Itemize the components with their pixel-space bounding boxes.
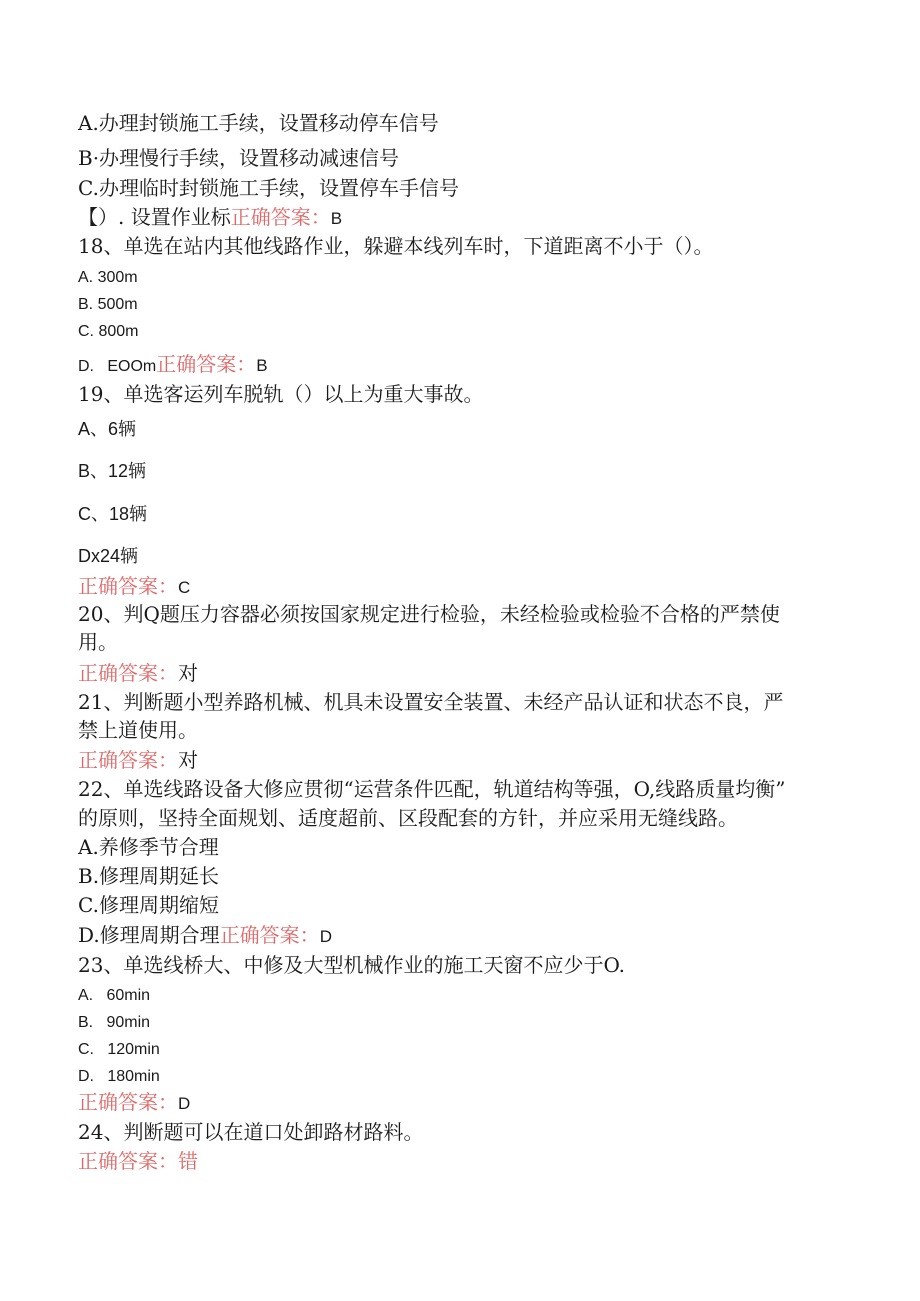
q17-answer-value: B — [330, 209, 343, 228]
q22-option-a: A.养修季节合理 — [78, 835, 219, 859]
q22-option-c: C.修理周期缩短 — [78, 893, 219, 917]
q18-option-d: D. EOOm — [78, 358, 157, 375]
q24-answer — [78, 1147, 198, 1175]
q23-answer-label: 正确答案： — [78, 1090, 178, 1114]
q19-stem: 19、单选客运列车脱轨（）以上为重大事故。 — [78, 382, 484, 406]
q22-answer-value: D — [319, 927, 332, 946]
q18-answer-value: B — [256, 356, 268, 375]
q22-answer-label: 正确答案： — [219, 923, 320, 947]
q20-answer — [78, 659, 198, 687]
q19-option-d: Dx24辆 — [78, 546, 139, 566]
q18-option-b: B. 500m — [78, 296, 138, 313]
q24-answer-value: 错 — [178, 1149, 198, 1173]
q23-option-d: D. 180min — [78, 1068, 160, 1085]
q18-option-a: A. 300m — [78, 269, 138, 286]
q22-stem-line1: 22、单选线路设备大修应贯彻“运营条件匹配，轨道结构等强，O,线路质量均衡” — [78, 777, 786, 801]
q20-stem-line2: 用。 — [78, 630, 118, 654]
q19-answer-label: 正确答案： — [78, 574, 178, 598]
q22-option-d-with-answer — [78, 921, 332, 951]
q19-answer-value: C — [178, 578, 191, 597]
q17-option-d: 【）. 设置作业标 — [78, 205, 231, 229]
q23-answer-value: D — [178, 1094, 191, 1113]
q23-option-a: A. 60min — [78, 987, 151, 1004]
q23-stem: 23、单选线桥大、中修及大型机械作业的施工天窗不应少于O. — [78, 953, 626, 977]
q18-answer-label: 正确答案： — [156, 352, 257, 376]
q19-option-c: C、18辆 — [78, 504, 148, 524]
q19-option-b: B、12辆 — [78, 461, 147, 481]
q21-stem-line1: 21、判断题小型养路机械、机具未设置安全装置、未经产品认证和状态不良，严 — [78, 690, 784, 714]
q22-option-d: D.修理周期合理 — [78, 923, 220, 947]
q23-option-b: B. 90min — [78, 1014, 151, 1031]
q21-answer-value: 对 — [178, 748, 198, 772]
q17-answer-label: 正确答案： — [230, 205, 331, 229]
q24-answer-label: 正确答案： — [78, 1149, 178, 1173]
q19-answer — [78, 572, 190, 602]
q19-option-a: A、6辆 — [78, 419, 137, 439]
q22-option-b: B.修理周期延长 — [78, 864, 220, 888]
q20-stem-line1: 20、判Q题压力容器必须按国家规定进行检验，未经检验或检验不合格的严禁使 — [78, 602, 780, 626]
q22-stem-line2: 的原则，坚持全面规划、适度超前、区段配套的方针，并应采用无缝线路。 — [78, 806, 738, 830]
q18-stem: 18、单选在站内其他线路作业，躲避本线列车时，下道距离不小于（）。 — [78, 234, 714, 258]
q17-option-b: B·办理慢行手续，设置移动减速信号 — [78, 146, 400, 170]
q20-answer-label: 正确答案： — [78, 661, 178, 685]
q20-answer-value: 对 — [178, 661, 198, 685]
q21-stem-line2: 禁上道使用。 — [78, 718, 198, 742]
q21-answer-label: 正确答案： — [78, 748, 178, 772]
q23-answer — [78, 1088, 190, 1118]
q17-option-c: C.办理临时封锁施工手续，设置停车手信号 — [78, 176, 459, 200]
q24-stem: 24、判断题可以在道口处卸路材路料。 — [78, 1120, 424, 1144]
q18-option-d-with-answer — [78, 350, 268, 381]
q17-option-a: A.办理封锁施工手续，设置移动停车信号 — [78, 111, 439, 135]
q23-option-c: C. 120min — [78, 1041, 160, 1058]
q21-answer — [78, 746, 198, 774]
q18-option-c: C. 800m — [78, 323, 139, 340]
q17-option-d-with-answer — [78, 203, 342, 233]
